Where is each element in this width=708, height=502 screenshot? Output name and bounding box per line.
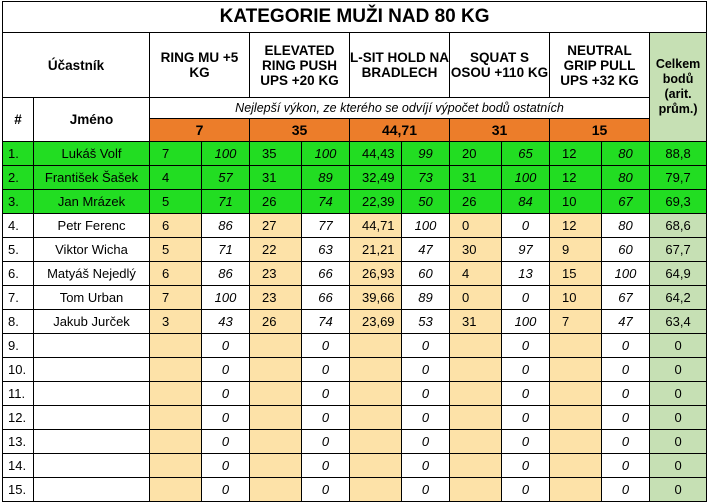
points-value: 0 (202, 478, 250, 502)
performance-value (450, 478, 502, 502)
points-value: 0 (202, 334, 250, 358)
performance-value (350, 478, 402, 502)
discipline-header: RING MU +5 KG (150, 33, 250, 98)
performance-value (450, 334, 502, 358)
points-value: 89 (302, 166, 350, 190)
points-value: 53 (402, 310, 450, 334)
participant-name (34, 382, 150, 406)
row-number: 14. (3, 454, 34, 478)
points-value: 0 (502, 358, 550, 382)
points-value: 0 (602, 358, 650, 382)
performance-value: 6 (150, 262, 202, 286)
performance-value (150, 358, 202, 382)
participant-name: Tom Urban (34, 286, 150, 310)
performance-value (150, 334, 202, 358)
performance-value (250, 382, 302, 406)
performance-value (550, 478, 602, 502)
performance-value (250, 358, 302, 382)
points-value: 0 (302, 478, 350, 502)
performance-value: 23,69 (350, 310, 402, 334)
performance-value: 26 (250, 190, 302, 214)
points-value: 89 (402, 286, 450, 310)
performance-value (350, 358, 402, 382)
total-points: 64,9 (650, 262, 707, 286)
points-value: 0 (402, 334, 450, 358)
row-number: 7. (3, 286, 34, 310)
row-number: 10. (3, 358, 34, 382)
performance-value: 30 (450, 238, 502, 262)
points-value: 71 (202, 190, 250, 214)
table-row (3, 214, 707, 238)
points-value: 60 (402, 262, 450, 286)
row-number: 2. (3, 166, 34, 190)
points-value: 67 (602, 286, 650, 310)
points-value: 0 (602, 430, 650, 454)
points-value: 0 (302, 454, 350, 478)
total-points: 0 (650, 358, 707, 382)
performance-value: 22 (250, 238, 302, 262)
best-value: 31 (450, 119, 550, 142)
total-points: 0 (650, 454, 707, 478)
table-row (3, 166, 707, 190)
points-value: 100 (602, 262, 650, 286)
best-value: 7 (150, 119, 250, 142)
results-table (2, 1, 707, 502)
table-row (3, 454, 707, 478)
performance-value (350, 382, 402, 406)
best-value: 15 (550, 119, 650, 142)
points-value: 0 (202, 406, 250, 430)
points-value: 0 (302, 406, 350, 430)
best-performance-note: Nejlepší výkon, ze kterého se odvíjí výpočet bodů ostatních (150, 98, 650, 119)
total-points: 0 (650, 478, 707, 502)
table-row (3, 310, 707, 334)
row-number: 6. (3, 262, 34, 286)
performance-value (450, 430, 502, 454)
performance-value: 26 (250, 310, 302, 334)
table-row (3, 382, 707, 406)
participant-name: Lukáš Volf (34, 142, 150, 166)
points-value: 0 (302, 430, 350, 454)
total-points: 64,2 (650, 286, 707, 310)
points-value: 74 (302, 310, 350, 334)
participant-name (34, 478, 150, 502)
points-value: 0 (602, 406, 650, 430)
points-value: 60 (602, 238, 650, 262)
performance-value (350, 334, 402, 358)
points-value: 100 (202, 142, 250, 166)
name-header: Jméno (34, 98, 150, 142)
performance-value (150, 382, 202, 406)
performance-value: 7 (150, 286, 202, 310)
points-value: 0 (302, 334, 350, 358)
participant-name: Jan Mrázek (34, 190, 150, 214)
performance-value (150, 478, 202, 502)
row-number: 3. (3, 190, 34, 214)
points-value: 77 (302, 214, 350, 238)
performance-value (550, 334, 602, 358)
participant-name: Jakub Jurček (34, 310, 150, 334)
performance-value (450, 406, 502, 430)
performance-value: 27 (250, 214, 302, 238)
participant-header: Účastník (3, 33, 150, 98)
performance-value (550, 454, 602, 478)
performance-value: 31 (450, 166, 502, 190)
performance-value (550, 382, 602, 406)
performance-value (150, 430, 202, 454)
row-number: 15. (3, 478, 34, 502)
table-row (3, 430, 707, 454)
performance-value: 23 (250, 286, 302, 310)
total-points: 69,3 (650, 190, 707, 214)
points-value: 57 (202, 166, 250, 190)
points-value: 0 (402, 430, 450, 454)
table-row (3, 358, 707, 382)
row-number: 5. (3, 238, 34, 262)
participant-name (34, 430, 150, 454)
row-number: 8. (3, 310, 34, 334)
total-points: 0 (650, 430, 707, 454)
performance-value (250, 454, 302, 478)
performance-value: 4 (450, 262, 502, 286)
discipline-header: ELEVATED RING PUSH UPS +20 KG (250, 33, 350, 98)
performance-value: 6 (150, 214, 202, 238)
points-value: 0 (302, 358, 350, 382)
points-value: 100 (202, 286, 250, 310)
performance-value: 5 (150, 238, 202, 262)
table-row (3, 286, 707, 310)
performance-value: 20 (450, 142, 502, 166)
points-value: 0 (502, 382, 550, 406)
table-title: KATEGORIE MUŽI NAD 80 KG (3, 2, 707, 33)
performance-value: 12 (550, 142, 602, 166)
performance-value (350, 430, 402, 454)
total-points: 0 (650, 406, 707, 430)
best-value: 44,71 (350, 119, 450, 142)
points-value: 67 (602, 190, 650, 214)
participant-name (34, 358, 150, 382)
discipline-header: L-SIT HOLD NA BRADLECH (350, 33, 450, 98)
points-value: 86 (202, 262, 250, 286)
points-value: 0 (402, 382, 450, 406)
points-value: 0 (402, 454, 450, 478)
performance-value: 12 (550, 214, 602, 238)
row-number: 13. (3, 430, 34, 454)
points-value: 66 (302, 286, 350, 310)
row-number: 12. (3, 406, 34, 430)
points-value: 0 (502, 478, 550, 502)
points-value: 73 (402, 166, 450, 190)
points-value: 80 (602, 214, 650, 238)
row-number: 9. (3, 334, 34, 358)
table-row (3, 190, 707, 214)
points-value: 43 (202, 310, 250, 334)
points-value: 66 (302, 262, 350, 286)
points-value: 63 (302, 238, 350, 262)
points-value: 0 (502, 430, 550, 454)
points-value: 47 (602, 310, 650, 334)
points-value: 100 (502, 310, 550, 334)
table-row (3, 406, 707, 430)
table-row (3, 334, 707, 358)
performance-value: 10 (550, 286, 602, 310)
total-points: 0 (650, 334, 707, 358)
performance-value: 0 (450, 286, 502, 310)
points-value: 0 (602, 334, 650, 358)
table-row (3, 478, 707, 502)
total-points: 88,8 (650, 142, 707, 166)
points-value: 13 (502, 262, 550, 286)
points-value: 74 (302, 190, 350, 214)
participant-name: Petr Ferenc (34, 214, 150, 238)
points-value: 100 (302, 142, 350, 166)
performance-value: 12 (550, 166, 602, 190)
points-value: 100 (402, 214, 450, 238)
points-value: 65 (502, 142, 550, 166)
points-value: 0 (402, 358, 450, 382)
total-points: 67,7 (650, 238, 707, 262)
points-value: 50 (402, 190, 450, 214)
performance-value: 44,71 (350, 214, 402, 238)
points-value: 0 (602, 478, 650, 502)
discipline-header: SQUAT S OSOU +110 KG (450, 33, 550, 98)
performance-value (350, 406, 402, 430)
total-header: Celkem bodů (arit. prům.) (650, 33, 707, 142)
points-value: 100 (502, 166, 550, 190)
performance-value: 10 (550, 190, 602, 214)
points-value: 0 (602, 382, 650, 406)
performance-value: 0 (450, 214, 502, 238)
performance-value (350, 454, 402, 478)
performance-value: 23 (250, 262, 302, 286)
performance-value: 35 (250, 142, 302, 166)
points-value: 0 (602, 454, 650, 478)
performance-value (450, 454, 502, 478)
performance-value: 26,93 (350, 262, 402, 286)
performance-value (250, 406, 302, 430)
total-points: 0 (650, 382, 707, 406)
table-row (3, 262, 707, 286)
participant-name: František Šašek (34, 166, 150, 190)
participant-name (34, 334, 150, 358)
row-number: 11. (3, 382, 34, 406)
points-value: 0 (402, 406, 450, 430)
points-value: 80 (602, 166, 650, 190)
performance-value: 26 (450, 190, 502, 214)
participant-name: Viktor Wicha (34, 238, 150, 262)
performance-value: 39,66 (350, 286, 402, 310)
participant-name (34, 454, 150, 478)
points-value: 0 (402, 478, 450, 502)
points-value: 0 (202, 454, 250, 478)
points-value: 0 (502, 286, 550, 310)
points-value: 80 (602, 142, 650, 166)
performance-value (550, 430, 602, 454)
performance-value (450, 358, 502, 382)
points-value: 0 (502, 454, 550, 478)
performance-value: 31 (250, 166, 302, 190)
performance-value: 7 (550, 310, 602, 334)
table-row (3, 142, 707, 166)
points-value: 86 (202, 214, 250, 238)
performance-value: 3 (150, 310, 202, 334)
points-value: 84 (502, 190, 550, 214)
points-value: 0 (202, 382, 250, 406)
performance-value (450, 382, 502, 406)
performance-value (550, 358, 602, 382)
performance-value (150, 454, 202, 478)
row-number: 1. (3, 142, 34, 166)
best-value: 35 (250, 119, 350, 142)
performance-value: 5 (150, 190, 202, 214)
performance-value (150, 406, 202, 430)
points-value: 0 (302, 382, 350, 406)
performance-value (250, 430, 302, 454)
performance-value: 15 (550, 262, 602, 286)
total-points: 63,4 (650, 310, 707, 334)
total-points: 79,7 (650, 166, 707, 190)
total-points: 68,6 (650, 214, 707, 238)
performance-value: 22,39 (350, 190, 402, 214)
performance-value: 7 (150, 142, 202, 166)
table-row (3, 238, 707, 262)
performance-value: 9 (550, 238, 602, 262)
points-value: 47 (402, 238, 450, 262)
performance-value: 32,49 (350, 166, 402, 190)
points-value: 0 (202, 430, 250, 454)
points-value: 0 (502, 214, 550, 238)
points-value: 99 (402, 142, 450, 166)
points-value: 71 (202, 238, 250, 262)
performance-value (550, 406, 602, 430)
number-header: # (3, 98, 34, 142)
performance-value (250, 478, 302, 502)
row-number: 4. (3, 214, 34, 238)
points-value: 0 (502, 406, 550, 430)
performance-value: 21,21 (350, 238, 402, 262)
participant-name: Matyáš Nejedlý (34, 262, 150, 286)
discipline-header: NEUTRAL GRIP PULL UPS +32 KG (550, 33, 650, 98)
performance-value: 31 (450, 310, 502, 334)
performance-value: 4 (150, 166, 202, 190)
participant-name (34, 406, 150, 430)
points-value: 0 (202, 358, 250, 382)
points-value: 97 (502, 238, 550, 262)
points-value: 0 (502, 334, 550, 358)
performance-value (250, 334, 302, 358)
performance-value: 44,43 (350, 142, 402, 166)
